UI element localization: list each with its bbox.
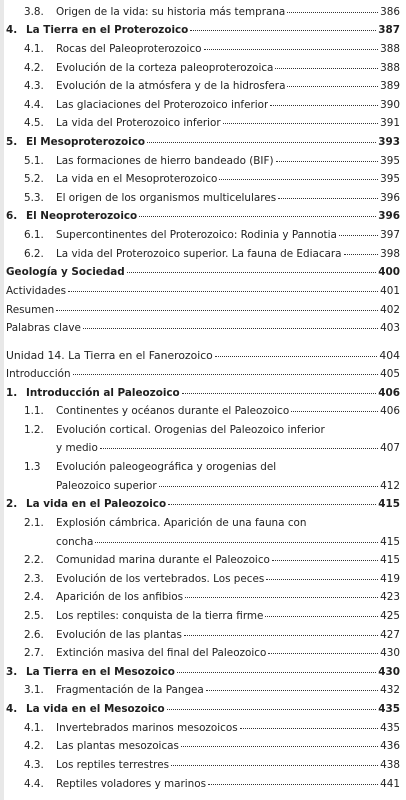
entry-title: Actividades bbox=[6, 284, 66, 297]
entry-number: 5.3. bbox=[24, 191, 44, 204]
entry-title: Explosión cámbrica. Aparición de una fauna con bbox=[56, 516, 307, 529]
entry-title: La vida en el Mesozoico bbox=[26, 703, 165, 716]
entry-number: 2.2. bbox=[24, 554, 44, 567]
entry-title: Comunidad marina durante el Paleozoico bbox=[56, 554, 270, 567]
dot-leader bbox=[219, 179, 378, 180]
page-edge-shadow bbox=[0, 0, 4, 800]
entry-page-number: 397 bbox=[380, 229, 400, 242]
toc-section-entry[interactable] bbox=[24, 591, 400, 604]
entry-page-number: 391 bbox=[380, 117, 400, 130]
entry-page-number: 430 bbox=[380, 647, 400, 660]
dot-leader bbox=[184, 635, 378, 636]
entry-number: 4.2. bbox=[24, 740, 44, 753]
entry-page-number: 432 bbox=[380, 684, 400, 697]
toc-entry-continuation[interactable] bbox=[56, 536, 400, 549]
toc-section-entry[interactable] bbox=[24, 517, 400, 530]
entry-page-number: 387 bbox=[378, 24, 400, 37]
entry-number: 1.2. bbox=[24, 423, 44, 436]
entry-number: 6. bbox=[6, 210, 18, 223]
entry-page-number: 389 bbox=[380, 80, 400, 93]
dot-leader bbox=[182, 393, 377, 394]
entry-title: Rocas del Paleoproterozoico bbox=[56, 42, 202, 55]
entry-number: 4.1. bbox=[24, 42, 44, 55]
dot-leader bbox=[159, 486, 379, 487]
toc-section-entry[interactable] bbox=[24, 173, 400, 186]
dot-leader bbox=[339, 235, 378, 236]
dot-leader bbox=[190, 30, 376, 31]
entry-page-number: 441 bbox=[380, 777, 400, 790]
entry-title: Evolución cortical. Orogenias del Paleozoico inferior bbox=[56, 423, 325, 436]
entry-title: El origen de los organismos multicelulares bbox=[56, 191, 277, 204]
entry-title: Las formaciones de hierro bandeado (BIF) bbox=[56, 154, 274, 167]
toc-section-entry[interactable] bbox=[24, 155, 400, 168]
entry-number: 2.7. bbox=[24, 647, 44, 660]
entry-page-number: 435 bbox=[380, 721, 400, 734]
toc-chapter-entry[interactable] bbox=[6, 387, 400, 400]
dot-leader bbox=[275, 68, 378, 69]
entry-number: 1. bbox=[6, 386, 18, 399]
dot-leader bbox=[270, 105, 378, 106]
entry-number: 1.3 bbox=[24, 461, 41, 474]
dot-leader bbox=[147, 142, 376, 143]
entry-page-number: 388 bbox=[380, 42, 400, 55]
toc-section-entry[interactable] bbox=[24, 80, 400, 93]
entry-title: La vida del Proterozoico superior. La fauna de Ediacara bbox=[56, 247, 342, 260]
toc-section-entry[interactable] bbox=[24, 461, 400, 474]
dot-leader bbox=[287, 12, 378, 13]
entry-title: Palabras clave bbox=[6, 322, 81, 335]
entry-page-number: 395 bbox=[380, 173, 400, 186]
entry-page-number: 430 bbox=[378, 665, 400, 678]
entry-title: Extinción masiva del final del Paleozoico bbox=[56, 647, 267, 660]
dot-leader bbox=[266, 579, 378, 580]
unit-title: Unidad 14. La Tierra en el Fanerozoico bbox=[6, 349, 213, 363]
dot-leader bbox=[171, 765, 378, 766]
entry-page-number: 393 bbox=[378, 136, 400, 149]
entry-page-number: 415 bbox=[380, 535, 400, 548]
entry-page-number: 415 bbox=[378, 498, 400, 511]
entry-page-number: 396 bbox=[378, 210, 400, 223]
toc-section-entry[interactable] bbox=[24, 192, 400, 205]
entry-page-number: 390 bbox=[380, 98, 400, 111]
entry-title: Las plantas mesozoicas bbox=[56, 740, 179, 753]
entry-title: La Tierra en el Proterozoico bbox=[26, 24, 189, 37]
entry-title: La vida en el Mesoproterozoico bbox=[56, 173, 218, 186]
entry-number: 1.1. bbox=[24, 405, 44, 418]
entry-page-number: 407 bbox=[380, 442, 400, 455]
entry-title: Evolución de las plantas bbox=[56, 628, 182, 641]
dot-leader bbox=[240, 728, 379, 729]
entry-title: La vida en el Paleozoico bbox=[26, 498, 167, 511]
entry-title: Fragmentación de la Pangea bbox=[56, 684, 204, 697]
entry-page-number: 406 bbox=[380, 405, 400, 418]
entry-number: 5.1. bbox=[24, 154, 44, 167]
entry-page-number: 427 bbox=[380, 628, 400, 641]
toc-chapter-entry[interactable] bbox=[6, 666, 400, 679]
entry-page-number: 388 bbox=[380, 61, 400, 74]
toc-section-entry[interactable] bbox=[24, 405, 400, 418]
entry-title: Las glaciaciones del Proterozoico inferior bbox=[56, 98, 269, 111]
entry-title: Introducción al Paleozoico bbox=[26, 386, 180, 399]
toc-entry-continuation[interactable] bbox=[56, 480, 400, 493]
entry-title: Origen de la vida: su historia más temprana bbox=[56, 5, 286, 18]
entry-page-number: 436 bbox=[380, 740, 400, 753]
entry-number: 2.4. bbox=[24, 591, 44, 604]
toc-section-entry[interactable] bbox=[24, 62, 400, 75]
dot-leader bbox=[68, 291, 378, 292]
toc-section-entry[interactable] bbox=[24, 117, 400, 130]
dot-leader bbox=[95, 542, 378, 543]
entry-title: Evolución paleogeográfica y orogenias del bbox=[56, 461, 277, 474]
dot-leader bbox=[139, 216, 376, 217]
dot-leader bbox=[204, 49, 379, 50]
toc-section-entry[interactable] bbox=[24, 573, 400, 586]
toc-section-entry[interactable] bbox=[24, 610, 400, 623]
entry-title: Evolución de la atmósfera y de la hidrosfera bbox=[56, 80, 286, 93]
toc-section-entry[interactable] bbox=[24, 740, 400, 753]
dot-leader bbox=[344, 254, 379, 255]
unit-page-number: 404 bbox=[379, 349, 400, 363]
entry-number: 6.2. bbox=[24, 247, 44, 260]
dot-leader bbox=[276, 161, 379, 162]
toc-entry-continuation[interactable] bbox=[56, 442, 400, 455]
toc-section-entry[interactable] bbox=[24, 43, 400, 56]
toc-section-entry[interactable] bbox=[24, 248, 400, 261]
entry-title-continuation: concha bbox=[56, 535, 94, 548]
entry-number: 2.3. bbox=[24, 572, 44, 585]
dot-leader bbox=[268, 653, 378, 654]
entry-number: 5. bbox=[6, 136, 18, 149]
toc-section-entry[interactable] bbox=[24, 554, 400, 567]
toc-chapter-entry[interactable] bbox=[6, 136, 400, 149]
entry-title: Evolución de los vertebrados. Los peces bbox=[56, 572, 265, 585]
dot-leader bbox=[177, 672, 376, 673]
entry-page-number: 435 bbox=[378, 703, 400, 716]
toc-section-entry[interactable] bbox=[24, 759, 400, 772]
entry-page-number: 419 bbox=[380, 572, 400, 585]
toc-entry[interactable] bbox=[6, 368, 400, 381]
dot-leader bbox=[73, 374, 379, 375]
dot-leader bbox=[206, 690, 378, 691]
dot-leader bbox=[83, 328, 378, 329]
toc-section-entry[interactable] bbox=[24, 684, 400, 697]
entry-title: Geología y Sociedad bbox=[6, 266, 125, 279]
entry-page-number: 395 bbox=[380, 154, 400, 167]
entry-page-number: 405 bbox=[380, 367, 400, 380]
entry-number: 4.2. bbox=[24, 61, 44, 74]
entry-title: Invertebrados marinos mesozoicos bbox=[56, 721, 238, 734]
entry-number: 2.6. bbox=[24, 628, 44, 641]
entry-number: 4.3. bbox=[24, 80, 44, 93]
entry-title: El Mesoproterozoico bbox=[26, 136, 146, 149]
dot-leader bbox=[56, 310, 378, 311]
entry-number: 4.3. bbox=[24, 758, 44, 771]
dot-leader bbox=[127, 272, 377, 273]
entry-page-number: 423 bbox=[380, 591, 400, 604]
dot-leader bbox=[168, 504, 376, 505]
entry-page-number: 406 bbox=[378, 386, 400, 399]
entry-title: Resumen bbox=[6, 303, 55, 316]
toc-section-entry[interactable] bbox=[24, 722, 400, 735]
dot-leader bbox=[100, 448, 378, 449]
dot-leader bbox=[208, 784, 378, 785]
entry-title: Los reptiles: conquista de la tierra firme bbox=[56, 610, 264, 623]
entry-number: 4.1. bbox=[24, 721, 44, 734]
toc-chapter-entry[interactable] bbox=[6, 210, 400, 223]
dot-leader bbox=[223, 123, 378, 124]
toc-entry[interactable] bbox=[6, 285, 400, 298]
toc-section-entry[interactable] bbox=[24, 629, 400, 642]
toc-section-entry[interactable] bbox=[24, 229, 400, 242]
dot-leader bbox=[278, 198, 378, 199]
entry-number: 4. bbox=[6, 24, 18, 37]
entry-number: 4.4. bbox=[24, 777, 44, 790]
entry-page-number: 401 bbox=[380, 284, 400, 297]
entry-page-number: 400 bbox=[378, 266, 400, 279]
entry-page-number: 398 bbox=[380, 247, 400, 260]
entry-page-number: 412 bbox=[380, 479, 400, 492]
entry-page-number: 415 bbox=[380, 554, 400, 567]
entry-title: El Neoproterozoico bbox=[26, 210, 138, 223]
entry-number: 4.4. bbox=[24, 98, 44, 111]
entry-number: 3.1. bbox=[24, 684, 44, 697]
toc-section-entry[interactable] bbox=[24, 424, 400, 437]
entry-title: La Tierra en el Mesozoico bbox=[26, 665, 175, 678]
entry-number: 2. bbox=[6, 498, 18, 511]
entry-number: 2.5. bbox=[24, 610, 44, 623]
toc-section-entry[interactable] bbox=[24, 6, 400, 19]
toc-section-entry[interactable] bbox=[24, 99, 400, 112]
entry-title-continuation: y medio bbox=[56, 442, 98, 455]
dot-leader bbox=[181, 746, 378, 747]
entry-title: Evolución de la corteza paleoproterozoica bbox=[56, 61, 274, 74]
entry-title: Introducción bbox=[6, 367, 71, 380]
entry-title-continuation: Paleozoico superior bbox=[56, 479, 157, 492]
entry-number: 3. bbox=[6, 665, 18, 678]
toc-section-entry[interactable] bbox=[24, 778, 400, 791]
entry-number: 2.1. bbox=[24, 516, 44, 529]
entry-title: Supercontinentes del Proterozoico: Rodinia y Pannotia bbox=[56, 229, 337, 242]
entry-page-number: 402 bbox=[380, 303, 400, 316]
toc-entry[interactable] bbox=[6, 322, 400, 335]
dot-leader bbox=[185, 597, 378, 598]
entry-title: Reptiles voladores y marinos bbox=[56, 777, 207, 790]
entry-page-number: 403 bbox=[380, 322, 400, 335]
toc-section-entry[interactable] bbox=[24, 647, 400, 660]
entry-title: Los reptiles terrestres bbox=[56, 758, 169, 771]
toc-chapter-entry[interactable] bbox=[6, 703, 400, 716]
dot-leader bbox=[167, 709, 377, 710]
dot-leader bbox=[265, 616, 378, 617]
toc-chapter-entry[interactable] bbox=[6, 24, 400, 37]
toc-entry[interactable] bbox=[6, 266, 400, 279]
entry-page-number: 386 bbox=[380, 5, 400, 18]
entry-title: La vida del Proterozoico inferior bbox=[56, 117, 221, 130]
unit-heading[interactable] bbox=[6, 349, 400, 362]
entry-page-number: 438 bbox=[380, 758, 400, 771]
entry-number: 4. bbox=[6, 703, 18, 716]
entry-title: Continentes y océanos durante el Paleozoico bbox=[56, 405, 290, 418]
toc-entry[interactable] bbox=[6, 304, 400, 317]
entry-page-number: 396 bbox=[380, 191, 400, 204]
entry-number: 3.8. bbox=[24, 5, 44, 18]
entry-number: 6.1. bbox=[24, 229, 44, 242]
dot-leader bbox=[291, 411, 378, 412]
entry-page-number: 425 bbox=[380, 610, 400, 623]
dot-leader bbox=[287, 86, 378, 87]
dot-leader bbox=[272, 560, 378, 561]
dot-leader bbox=[215, 356, 378, 357]
entry-title: Aparición de los anfibios bbox=[56, 591, 184, 604]
entry-number: 5.2. bbox=[24, 173, 44, 186]
entry-number: 4.5. bbox=[24, 117, 44, 130]
toc-chapter-entry[interactable] bbox=[6, 498, 400, 511]
